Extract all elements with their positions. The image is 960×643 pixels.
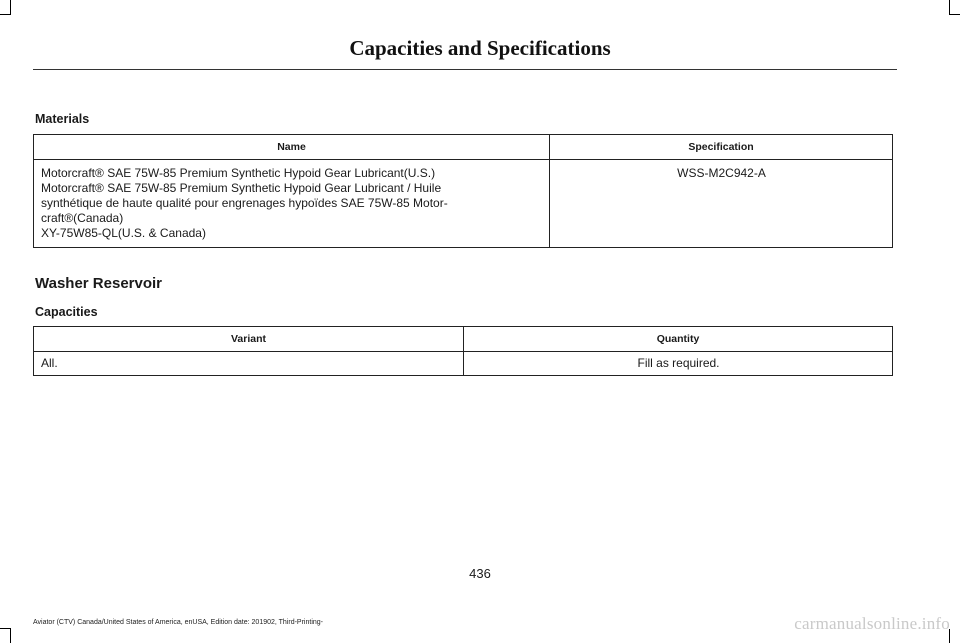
materials-table <box>33 134 893 248</box>
crop-mark <box>949 14 960 15</box>
quantity-cell: Fill as required. <box>464 352 893 376</box>
table-header-row <box>34 327 893 352</box>
crop-mark <box>10 629 11 643</box>
page-title: Capacities and Specifications <box>349 36 611 60</box>
material-specification-cell: WSS-M2C942-A <box>550 160 893 248</box>
material-name-line: synthétique de haute qualité pour engrenages hypoïdes SAE 75W-85 Motor- <box>41 196 448 210</box>
page-number: 436 <box>469 566 491 581</box>
table-row <box>34 160 893 248</box>
material-name-line: craft®(Canada) <box>41 211 124 225</box>
table-row <box>34 352 893 376</box>
table-header-row <box>34 135 893 160</box>
column-header-quantity: Quantity <box>464 327 893 352</box>
material-name-line: Motorcraft® SAE 75W-85 Premium Synthetic Hypoid Gear Lubricant / Huile <box>41 181 442 195</box>
capacities-table <box>33 326 893 376</box>
crop-mark <box>949 0 950 14</box>
capacities-label: Capacities <box>35 305 98 319</box>
watermark: carmanualsonline.info <box>794 614 950 633</box>
column-header-name: Name <box>34 135 550 160</box>
footer-edition-text: Aviator (CTV) Canada/United States of America, enUSA, Edition date: 201902, Third-Printing- <box>33 619 324 626</box>
crop-mark <box>0 14 11 15</box>
crop-mark <box>10 0 11 14</box>
variant-cell: All. <box>34 352 464 376</box>
materials-label: Materials <box>35 112 90 126</box>
crop-mark <box>0 628 11 629</box>
material-name-line: Motorcraft® SAE 75W-85 Premium Synthetic Hypoid Gear Lubricant(U.S.) <box>41 166 436 180</box>
washer-reservoir-heading: Washer Reservoir <box>35 275 163 292</box>
material-name-cell <box>34 160 550 248</box>
title-divider <box>33 69 897 70</box>
column-header-variant: Variant <box>34 327 464 352</box>
column-header-specification: Specification <box>550 135 893 160</box>
material-name-line: XY-75W85-QL(U.S. & Canada) <box>41 226 206 240</box>
